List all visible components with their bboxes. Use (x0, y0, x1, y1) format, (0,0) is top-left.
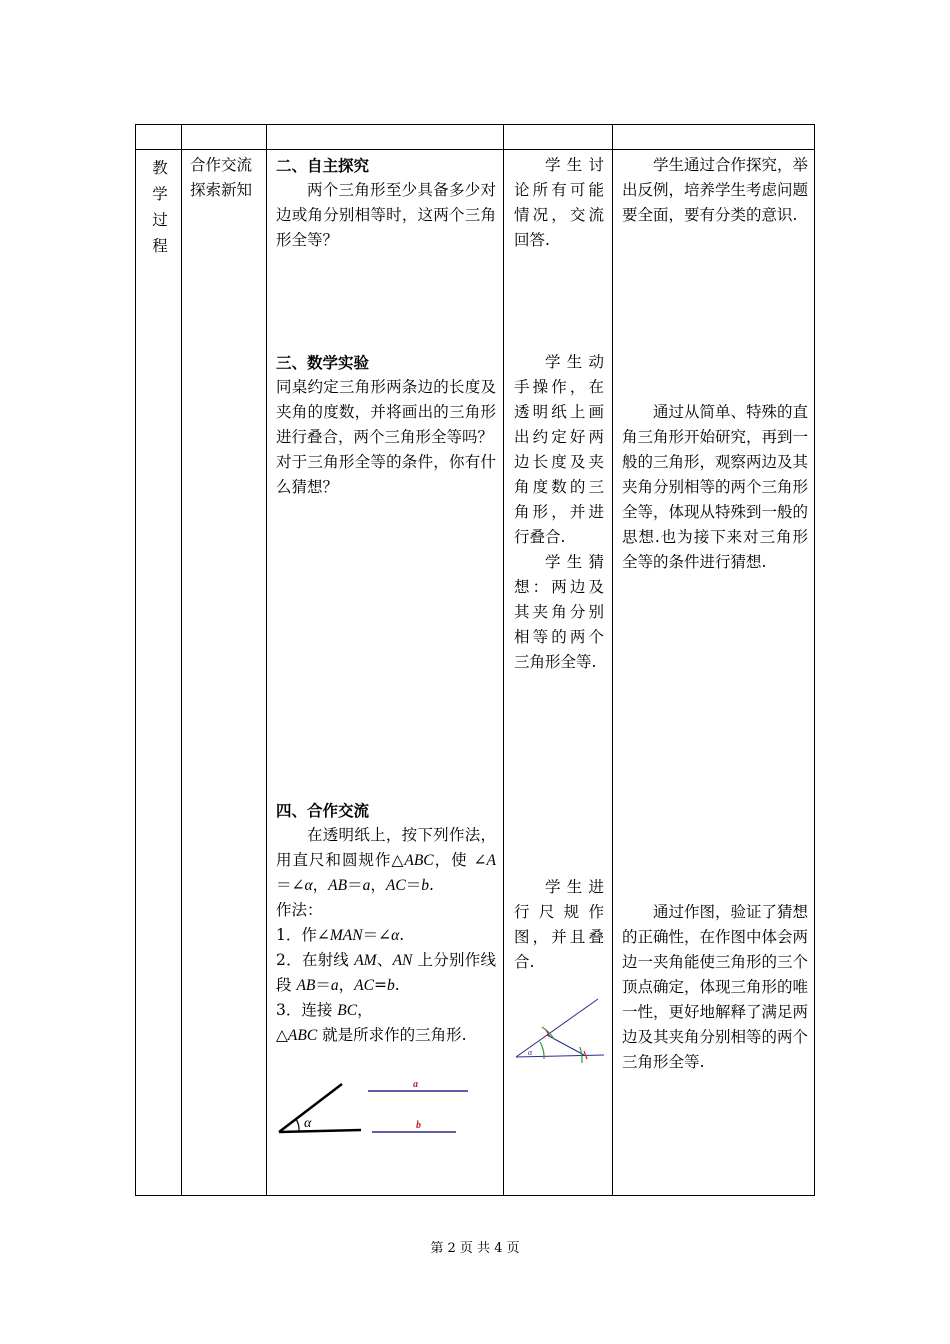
row-divider (136, 149, 814, 150)
student-text: 学生动手操作，在透明纸上画出约定好两边长度及夹角度数的三角形，并进行叠合. (514, 353, 604, 546)
segment-bc (547, 1035, 584, 1055)
col-divider (612, 125, 613, 1195)
section-body: 对于三角形全等的条件，你有什么猜想？ (276, 453, 496, 496)
section-body: 两个三角形至少具备多少对 边或角分别相等时，这两个三角形全等？ (276, 181, 496, 249)
design-intent-2 (622, 153, 808, 228)
student-text: 学生讨论所有可能情况，交流回答. (514, 156, 604, 249)
lesson-table (135, 124, 815, 1196)
intent-text: 通过作图，验证了猜想的正确性，在作图中体会两边一夹角能使三角形的三个顶点确定，体现三角形的唯一性，更好地解释了满足两边及其夹角分别相等的两个三角形全等. (622, 903, 809, 1071)
col-divider (181, 125, 182, 1195)
student-text: 学生猜想：两边及其夹角分别相等的两个三角形全等. (514, 553, 604, 671)
stage-label (190, 153, 260, 203)
design-intent-4 (622, 900, 808, 1075)
step-1: 1．作∠MAN＝∠α. (276, 926, 405, 944)
section-body: 同桌约定三角形两条边的长度及夹角的度数，并将画出的三角形进行叠合，两个三角形全等吗？ (276, 378, 496, 446)
construction-arc (580, 1047, 582, 1063)
page-footer: 第 2 页 共 4 页 (430, 1241, 520, 1256)
section-heading: 二、自主探究 (276, 156, 370, 175)
student-activity-4 (514, 875, 604, 975)
section-heading: 三、数学实验 (276, 353, 370, 372)
construction-figure (514, 995, 606, 1065)
stage-line: 探索新知 (190, 181, 253, 199)
student-activity-3 (514, 350, 604, 675)
student-activity-2 (514, 153, 604, 253)
intent-text: 通过从简单、特殊的直角三角形开始研究，再到一般的三角形，观察两边及其夹角分别相等的两个三角形全等，体现从特殊到一般的思想.也为接下来对三角形全等的条件进行猜想. (622, 403, 809, 571)
angle-ray (279, 1130, 361, 1132)
section-intro: 在透明纸上，按下列作法，用直尺和圆规作△ABC，使 ∠A＝∠α，AB＝a，AC＝b. (276, 826, 496, 894)
alpha-label: α (304, 1116, 312, 1131)
section-2-content (276, 153, 496, 253)
student-text: 学生进行尺规作图，并且叠合. (514, 878, 604, 971)
col-divider (266, 125, 267, 1195)
design-intent-3 (622, 400, 808, 575)
section-3-content (276, 350, 496, 500)
step-3: 3．连接 BC， (276, 1001, 373, 1019)
col-divider (503, 125, 504, 1195)
section-heading: 四、合作交流 (276, 801, 370, 820)
given-elements-figure (276, 1077, 476, 1139)
segment-b-label: b (416, 1120, 421, 1131)
intent-text: 学生通过合作探究，举出反例，培养学生考虑问题要全面，要有分类的意识. (622, 156, 809, 224)
segment-a-label: a (413, 1079, 418, 1090)
angle-arc (296, 1119, 299, 1131)
section-4-content (276, 798, 496, 1048)
method-label: 作法： (276, 901, 323, 919)
step-4: △ABC 就是所求作的三角形. (276, 1026, 467, 1044)
stage-line: 合作交流 (190, 156, 253, 174)
alpha-label: α (528, 1048, 533, 1057)
step-2: 2．在射线 AM、AN 上分别作线段 AB＝a，AC=b. (276, 951, 496, 994)
process-label: 教学过程 (152, 159, 168, 255)
